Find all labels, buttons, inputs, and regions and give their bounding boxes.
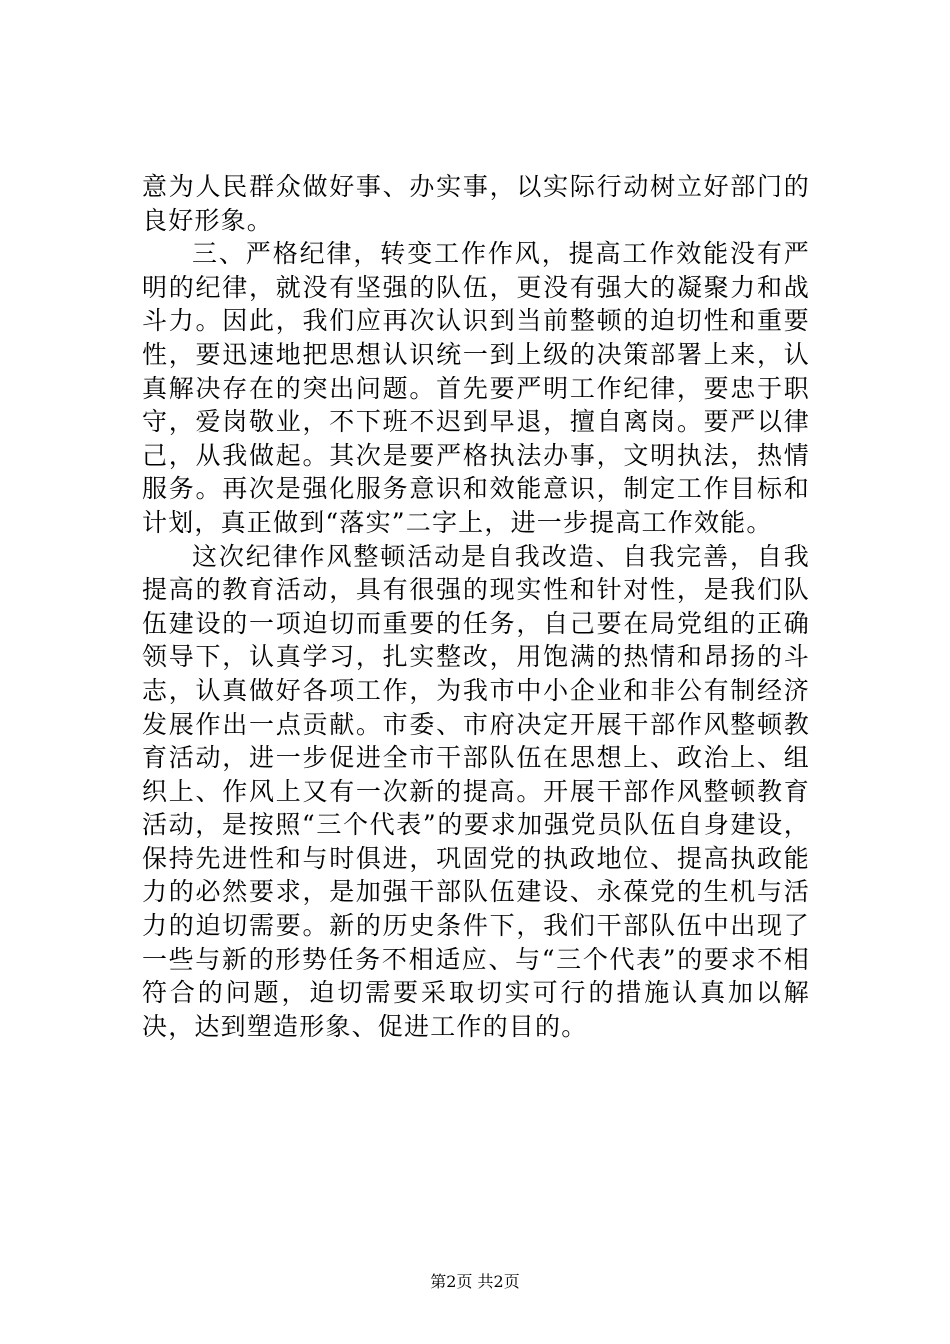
paragraph-discipline: 三、严格纪律，转变工作作风，提高工作效能没有严明的纪律，就没有坚强的队伍，更没有强大的凝聚力和战斗力。因此，我们应再次认识到当前整顿的迫切性和重要性，要迅速地把思想认识统一到上级的决策部署上来，认真解决存在的突出问题。首先要严明工作纪律，要忠于职守，爱岗敬业，不下班不迟到早退，擅自离岗。要严以律己，从我做起。其次是要严格执法办事，文明执法，热情服务。再次是强化服务意识和效能意识，制定工作目标和计划，真正做到“落实”二字上，进一步提高工作效能。 (142, 239, 810, 537)
document-body (142, 170, 810, 1043)
page-footer: 第2页 共2页 (430, 1272, 520, 1291)
paragraph-continuation: 意为人民群众做好事、办实事，以实际行动树立好部门的良好形象。 (142, 172, 810, 235)
paragraph-rectification: 这次纪律作风整顿活动是自我改造、自我完善，自我提高的教育活动，具有很强的现实性和针对性，是我们队伍建设的一项迫切而重要的任务，自己要在局党组的正确领导下，认真学习，扎实整改，用饱满的热情和昂扬的斗志，认真做好各项工作，为我市中小企业和非公有制经济发展作出一点贡献。市委、市府决定开展干部作风整顿教育活动，进一步促进全市干部队伍在思想上、政治上、组织上、作风上又有一次新的提高。开展干部作风整顿教育活动，是按照“三个代表”的要求加强党员队伍自身建设，保持先进性和与时俱进，巩固党的执政地位、提高执政能力的必然要求，是加强干部队伍建设、永葆党的生机与活力的迫切需要。新的历史条件下，我们干部队伍中出现了一些与新的形势任务不相适应、与“三个代表”的要求不相符合的问题，迫切需要采取切实可行的措施认真加以解决，达到塑造形象、促进工作的目的。 (142, 541, 810, 1041)
